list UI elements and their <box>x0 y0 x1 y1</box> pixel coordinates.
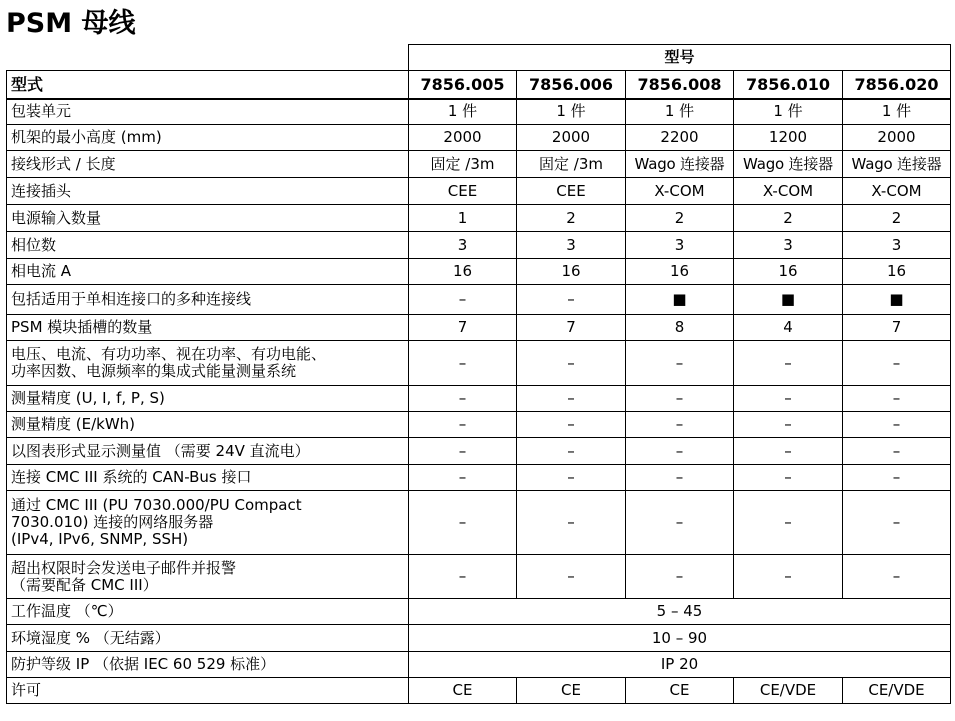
spec-row <box>7 465 951 491</box>
row-label-line: PSM 模块插槽的数量 <box>11 318 153 336</box>
row-label <box>7 465 409 491</box>
cell-value: – <box>409 341 517 386</box>
cell-value: X-COM <box>734 178 843 205</box>
row-label <box>7 491 409 555</box>
row-label <box>7 99 409 125</box>
cell-value: Wago 连接器 <box>626 151 734 178</box>
cell-value: – <box>734 438 843 465</box>
cell-value: – <box>626 438 734 465</box>
spec-row <box>7 178 951 205</box>
cell-value: 3 <box>734 232 843 259</box>
model-header: 7856.005 <box>409 71 517 99</box>
cell-value: X-COM <box>626 178 734 205</box>
spec-row <box>7 99 951 125</box>
cell-value: 3 <box>626 232 734 259</box>
cell-value: – <box>517 491 626 555</box>
cell-value: 7 <box>843 315 951 341</box>
row-label-line: 7030.010) 连接的网络服务器 <box>11 513 214 531</box>
cell-value: – <box>409 465 517 491</box>
cell-value: X-COM <box>843 178 951 205</box>
row-label <box>7 555 409 599</box>
row-label-line: 相电流 A <box>11 262 72 280</box>
row-label-line: 相位数 <box>11 235 57 254</box>
cell-value: – <box>517 285 626 315</box>
row-label-line: 接线形式 / 长度 <box>11 154 116 173</box>
cell-value: – <box>843 341 951 386</box>
header-group-row <box>7 45 951 71</box>
cell-value: 2200 <box>626 125 734 151</box>
cell-value: ■ <box>626 285 734 315</box>
cell-value: – <box>517 465 626 491</box>
cell-value: ■ <box>734 285 843 315</box>
spec-row <box>7 438 951 465</box>
cell-value: 1 <box>409 205 517 232</box>
cell-value: 1 件 <box>409 99 517 125</box>
cell-value: 1200 <box>734 125 843 151</box>
cell-value: – <box>843 438 951 465</box>
approval-value: CE/VDE <box>734 678 843 704</box>
row-label <box>7 205 409 232</box>
approval-value: CE <box>517 678 626 704</box>
cell-value: – <box>843 412 951 438</box>
row-label-line: 功率因数、电源频率的集成式能量测量系统 <box>11 362 297 380</box>
model-group-header: 型号 <box>409 45 951 71</box>
row-label-line: (IPv4, IPv6, SNMP, SSH) <box>11 530 189 548</box>
header-blank-cell <box>7 45 409 71</box>
cell-value: 4 <box>734 315 843 341</box>
approval-row <box>7 678 951 704</box>
cell-value: 固定 /3m <box>409 151 517 178</box>
cell-value: 16 <box>626 259 734 285</box>
cell-value: – <box>843 555 951 599</box>
cell-value: 16 <box>517 259 626 285</box>
cell-value: 2 <box>626 205 734 232</box>
row-label-line: 通过 CMC III (PU 7030.000/PU Compact <box>11 496 302 514</box>
model-header: 7856.020 <box>843 71 951 99</box>
cell-value: – <box>734 555 843 599</box>
cell-value: Wago 连接器 <box>734 151 843 178</box>
type-header: 型式 <box>7 71 409 99</box>
cell-value: – <box>517 386 626 412</box>
cell-value: – <box>409 285 517 315</box>
cell-value: – <box>409 438 517 465</box>
cell-value: CEE <box>409 178 517 205</box>
spec-row <box>7 125 951 151</box>
cell-value: – <box>843 465 951 491</box>
cell-value: 2000 <box>843 125 951 151</box>
cell-value: 固定 /3m <box>517 151 626 178</box>
cell-value: 2000 <box>409 125 517 151</box>
spec-row <box>7 412 951 438</box>
cell-value: – <box>517 438 626 465</box>
cell-value: 16 <box>409 259 517 285</box>
row-label-line: 测量精度 (E/kWh) <box>11 415 136 433</box>
cell-value: 2000 <box>517 125 626 151</box>
cell-value: 2 <box>517 205 626 232</box>
row-label <box>7 125 409 151</box>
cell-value: Wago 连接器 <box>843 151 951 178</box>
cell-value: – <box>409 555 517 599</box>
cell-value: – <box>734 465 843 491</box>
cell-value: 3 <box>409 232 517 259</box>
cell-value: – <box>626 555 734 599</box>
spec-table <box>6 44 951 704</box>
cell-value: 1 件 <box>734 99 843 125</box>
cell-value: – <box>626 412 734 438</box>
spec-row <box>7 285 951 315</box>
cell-value: – <box>517 555 626 599</box>
row-label <box>7 412 409 438</box>
cell-value: – <box>734 412 843 438</box>
cell-value: ■ <box>843 285 951 315</box>
merged-value: 10 – 90 <box>409 625 951 652</box>
row-label <box>7 151 409 178</box>
row-label <box>7 341 409 386</box>
spec-row <box>7 386 951 412</box>
merged-value: 5 – 45 <box>409 599 951 625</box>
cell-value: 3 <box>517 232 626 259</box>
row-label-line: 以图表形式显示测量值 （需要 24V 直流电） <box>11 441 310 460</box>
row-label-line: （需要配备 CMC III） <box>11 575 158 594</box>
cell-value: 1 件 <box>843 99 951 125</box>
spec-row <box>7 259 951 285</box>
spec-row <box>7 555 951 599</box>
spec-body <box>7 99 951 704</box>
cell-value: 8 <box>626 315 734 341</box>
row-label-line: 连接插头 <box>11 181 72 200</box>
row-label-line: 机架的最小高度 (mm) <box>11 128 162 146</box>
spec-row <box>7 341 951 386</box>
row-label <box>7 386 409 412</box>
row-label-line: 超出权限时会发送电子邮件并报警 <box>11 558 237 577</box>
row-label-line: 测量精度 (U, I, f, P, S) <box>11 389 165 407</box>
row-label-line: 包装单元 <box>11 102 72 121</box>
cell-value: CEE <box>517 178 626 205</box>
cell-value: – <box>626 491 734 555</box>
row-label <box>7 285 409 315</box>
cell-value: 1 件 <box>626 99 734 125</box>
row-label: 工作温度 （℃） <box>7 599 409 625</box>
merged-value: IP 20 <box>409 652 951 678</box>
page-title: PSM 母线 <box>6 8 136 39</box>
cell-value: – <box>734 386 843 412</box>
cell-value: – <box>626 341 734 386</box>
spec-row <box>7 205 951 232</box>
approval-value: CE <box>409 678 517 704</box>
model-header: 7856.008 <box>626 71 734 99</box>
row-label: 许可 <box>7 678 409 704</box>
cell-value: – <box>409 412 517 438</box>
row-label-line: 连接 CMC III 系统的 CAN-Bus 接口 <box>11 468 252 486</box>
cell-value: 1 件 <box>517 99 626 125</box>
cell-value: – <box>626 386 734 412</box>
row-label-line: 包括适用于单相连接口的多种连接线 <box>11 290 252 308</box>
cell-value: 7 <box>517 315 626 341</box>
row-label <box>7 259 409 285</box>
cell-value: – <box>517 341 626 386</box>
cell-value: – <box>517 412 626 438</box>
model-header: 7856.010 <box>734 71 843 99</box>
model-header: 7856.006 <box>517 71 626 99</box>
header-model-row <box>7 71 951 99</box>
cell-value: – <box>409 491 517 555</box>
approval-value: CE <box>626 678 734 704</box>
row-label-line: 电压、电流、有功功率、视在功率、有功电能、 <box>11 345 327 363</box>
row-label-line: 电源输入数量 <box>11 208 102 227</box>
cell-value: – <box>626 465 734 491</box>
cell-value: 2 <box>734 205 843 232</box>
spec-row <box>7 491 951 555</box>
merged-row <box>7 625 951 652</box>
cell-value: – <box>843 491 951 555</box>
row-label: 环境湿度 % （无结露） <box>7 625 409 652</box>
row-label: 防护等级 IP （依据 IEC 60 529 标准） <box>7 652 409 678</box>
approval-value: CE/VDE <box>843 678 951 704</box>
cell-value: 16 <box>843 259 951 285</box>
cell-value: – <box>734 341 843 386</box>
cell-value: 16 <box>734 259 843 285</box>
row-label <box>7 438 409 465</box>
cell-value: 2 <box>843 205 951 232</box>
spec-row <box>7 315 951 341</box>
spec-row <box>7 232 951 259</box>
merged-row <box>7 652 951 678</box>
row-label <box>7 315 409 341</box>
cell-value: – <box>734 491 843 555</box>
merged-row <box>7 599 951 625</box>
row-label <box>7 232 409 259</box>
cell-value: 3 <box>843 232 951 259</box>
cell-value: 7 <box>409 315 517 341</box>
row-label <box>7 178 409 205</box>
cell-value: – <box>409 386 517 412</box>
cell-value: – <box>843 386 951 412</box>
spec-row <box>7 151 951 178</box>
